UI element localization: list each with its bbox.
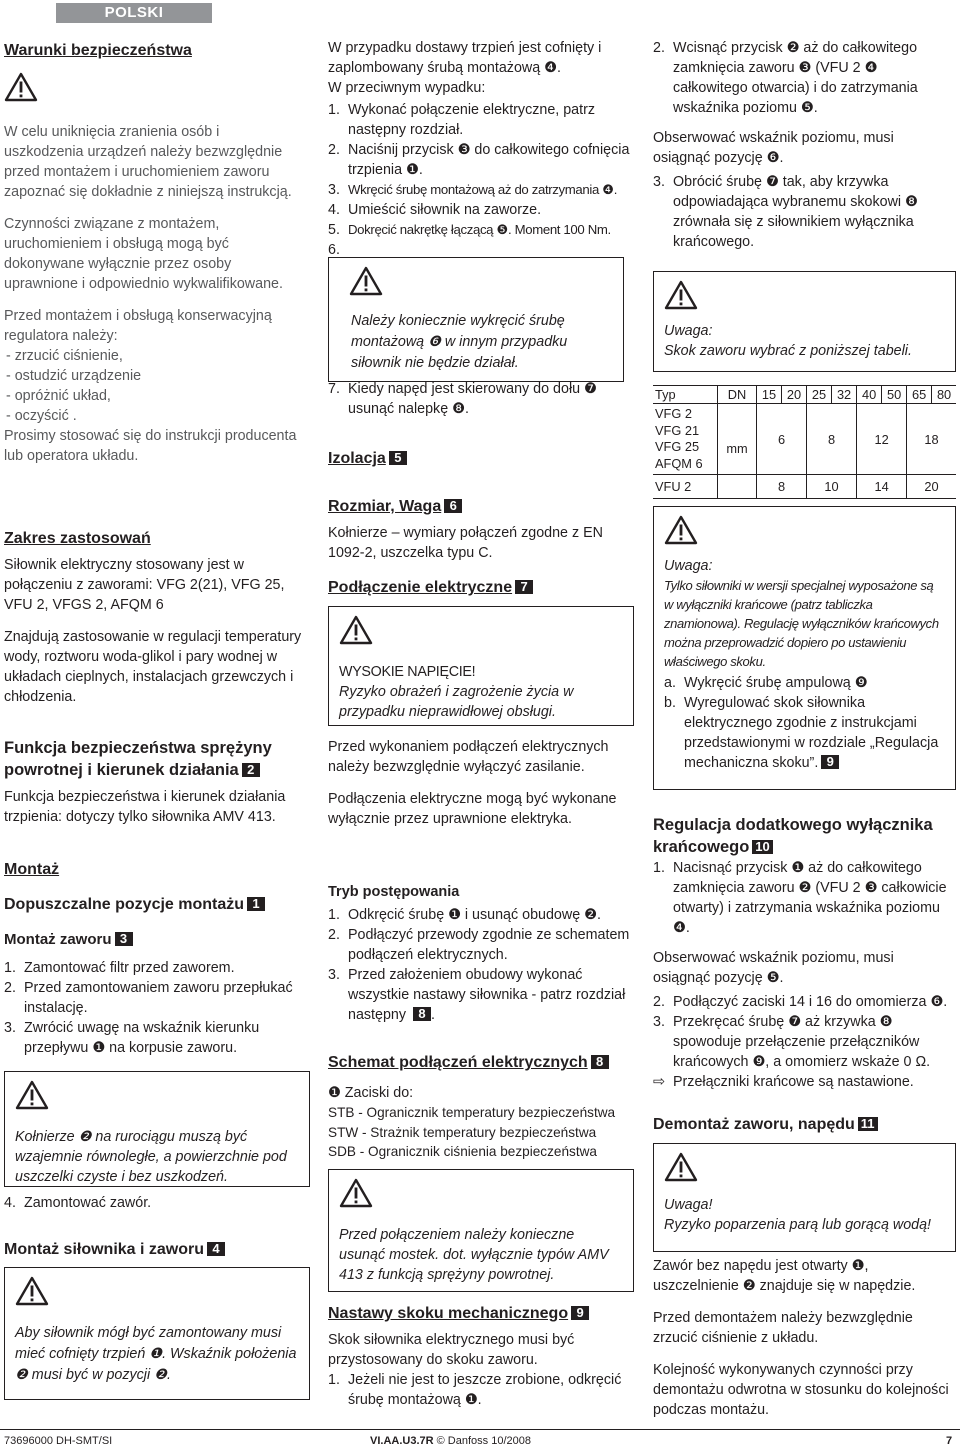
- list-item: 5. Dokręcić nakrętkę łączącą ❺. Moment 100 Nm.: [328, 222, 611, 238]
- list-item: - ostudzić urządzenie: [6, 368, 142, 384]
- stroke-title: Nastawy skoku mechanicznego 9: [328, 1303, 633, 1324]
- actuator-title: Montaż siłownika i zaworu 4: [4, 1239, 304, 1260]
- warning-text-6b: Ryzyko poparzenia parą lub gorącą wodą!: [664, 1217, 932, 1233]
- warning-text-5: Przed połączeniem należy konieczne usunąć mostek. dot. wyłącznie typów AMV 413 z funkcją sprężyny powrotnej.: [339, 1227, 609, 1283]
- table-cell: 6: [757, 404, 807, 475]
- stroke-table: [653, 385, 956, 499]
- warning-box-3: [328, 257, 624, 382]
- list-item: 2. Podłączyć przewody zgodnie ze schematem podłączeń elektrycznych.: [328, 927, 630, 963]
- list-item: 1. Jeżeli nie jest to jeszcze zrobione, odkręcić śrubę montażową ❶.: [328, 1372, 622, 1408]
- steps-list-2: [328, 379, 633, 419]
- dismantling-paragraph-3: Kolejność wykonywanych czynności przy demontażu odwrotna w stosunku do kolejności podczas montażu.: [653, 1362, 949, 1418]
- figure-number: 11: [858, 1117, 878, 1131]
- figure-number: 8: [591, 1055, 609, 1069]
- observe-paragraph-2: Obserwować wskaźnik poziomu, musi osiągnąć pozycję ❺.: [653, 950, 894, 986]
- figure-number: 7: [515, 580, 533, 594]
- table-cell: 50: [882, 386, 907, 404]
- list-item: 2. Naciśnij przycisk ❸ do całkowitego cofnięcia trzpienia ❶.: [328, 142, 630, 178]
- scope-title: Zakres zastosowań: [4, 530, 151, 547]
- note-box-1: [653, 271, 956, 372]
- list-item: 3. Zwrócić uwagę na wskaźnik kierunku przepływu ❶ na korpusie zaworu.: [4, 1020, 260, 1056]
- list-item: 3. Przed założeniem obudowy wykonać wszystkie nastawy siłownika - patrz rozdział następny 8 .: [328, 967, 626, 1023]
- table-cell: 40: [857, 386, 882, 404]
- list-item: 1. Wykonać połączenie elektryczne, patrz następny rozdział.: [328, 102, 596, 138]
- safety-paragraph-2: Czynności związane z montażem, uruchomieniem i obsługą mogą być dokonywane wyłącznie przez osoby uprawnione i odpowiednio wykwalifikowane.: [4, 216, 283, 292]
- stroke-steps-list-2: [653, 172, 953, 252]
- table-row: [653, 404, 956, 475]
- list-item: 4. Zamontować zawór.: [4, 1195, 152, 1211]
- valve-list-end: [4, 1193, 304, 1213]
- electrical-title: Podłączenie elektryczne 7: [328, 577, 533, 598]
- stroke-list: [328, 1370, 633, 1410]
- steps-list: 1. Wykonać połączenie elektryczne, patrz następny rozdział. 2. Naciśnij przycisk ❸ do całkowitego cofnięcia trzpienia ❶. 3. Wkręcić śrubę montażową aż do zatrzymania ❹. 4. Umieścić siłownik na zaworze. 5. Dokręcić nakrętkę łączącą ❺. Moment 100 Nm. 6.: [328, 100, 633, 240]
- warning-icon: [15, 1080, 299, 1115]
- list-item: b. Wyregulować skok siłownika elektrycznego zgodnie z instrukcjami przedstawionymi w rozdziale „Regulacja mechaniczna skoku”. 9: [664, 695, 939, 771]
- table-cell: 15: [757, 386, 782, 404]
- language-label: POLSKI: [56, 3, 212, 23]
- table-cell: 8: [807, 404, 857, 475]
- warning-box-1: [4, 1071, 310, 1187]
- warning-icon: [339, 615, 623, 650]
- wiring-terminals: ❶ Zaciski do:: [328, 1085, 414, 1101]
- table-cell: Typ: [653, 386, 718, 404]
- list-item: 2. Podłączyć zaciski 14 i 16 do omomierza ❻.: [653, 994, 948, 1010]
- limit-steps-list: [664, 673, 945, 773]
- warning-box-5: [328, 1169, 634, 1292]
- list-item: 3. Wkręcić śrubę montażową aż do zatrzymania ❹.: [328, 182, 618, 198]
- limit-list: [653, 858, 953, 938]
- table-cell: 65: [907, 386, 932, 404]
- warning-icon: [15, 1276, 299, 1311]
- table-row: [653, 475, 956, 499]
- stroke-paragraph: Skok siłownika elektrycznego musi być przystosowany do skoku zaworu.: [328, 1332, 575, 1368]
- valve-title: Montaż zaworu 3: [4, 929, 304, 950]
- scope-paragraph-2: Znajdują zastosowanie w regulacji temperatury wody, roztworu woda-glikol i pary wodnej w układach cieplnych, instalacjach grzewczych i chłodzenia.: [4, 629, 302, 705]
- warning-icon: [349, 266, 613, 301]
- dismantling-paragraph-1: Zawór bez napędu jest otwarty ❶, uszczelnienie ❷ znajduje się w napędzie.: [653, 1258, 916, 1294]
- wiring-line: SDB - Ogranicznik ciśnienia bezpieczeństwa: [328, 1144, 597, 1159]
- wiring-line: STW - Strażnik temperatury bezpieczeństwa: [328, 1124, 597, 1140]
- note-text-2b: Tylko siłowniki w wersji specjalnej wyposażone są w wyłączniki krańcowe (patrz tabliczka znamionowa). Regulację wyłączników krańcowych można przeprowadzić dopiero po ustawieniu właściwego skoku.: [664, 578, 939, 669]
- scope-paragraph-1: Siłownik elektryczny stosowany jest w połączeniu z zaworami: VFG 2(21), VFG 25, VFU 2, VFGS 2, AFQM 6: [4, 557, 285, 613]
- figure-number: 5: [389, 451, 407, 465]
- footer-code: 73696000 DH-SMT/SI: [4, 1435, 113, 1447]
- figure-number: 1: [247, 897, 265, 911]
- list-item: - oczyścić .: [6, 408, 77, 424]
- figure-number: 2: [242, 763, 260, 777]
- intro-paragraph-2: W przeciwnym wypadku:: [328, 80, 486, 96]
- table-cell: 10: [807, 475, 857, 499]
- list-item: 1. Odkręcić śrubę ❶ i usunąć obudowę ❷.: [328, 907, 601, 923]
- warning-text-3: Należy koniecznie wykręcić śrubę montażową ❻ w innym przypadku siłownik nie będzie działał.: [351, 313, 568, 371]
- table-cell: 12: [857, 404, 907, 475]
- table-cell: VFU 2: [653, 475, 718, 499]
- safety-title: Warunki bezpieczeństwa: [4, 42, 192, 59]
- list-item: 3. Przekręcać śrubę ❼ aż krzywka ❽ spowoduje przełączenie przełączników krańcowych ❾, a omomierz wskaże 0 Ω.: [653, 1014, 931, 1070]
- limit-switch-title: Regulacja dodatkowego wyłącznika krańcowego 10: [653, 816, 933, 856]
- warning-text-1: Kołnierze ❷ na rurociągu muszą być wzajemnie równoległe, a powierzchnie pod uszczelki czyste i bez uszkodzeń.: [15, 1129, 287, 1185]
- warning-box-4: [328, 606, 634, 726]
- list-item: 1. Nacisnąć przycisk ❶ aż do całkowitego zamknięcia zaworu ❷ (VFU 2 ❸ całkowicie otwarty) i zatrzymania wskaźnika poziomu ❹.: [653, 860, 947, 936]
- warning-text-6a: Uwaga!: [664, 1197, 713, 1213]
- dismantling-title: Demontaż zaworu, napędu 11: [653, 1114, 953, 1135]
- warning-text-4a: WYSOKIE NAPIĘCIE!: [339, 664, 476, 680]
- warning-text-4b: Ryzyko obrażeń i zagrożenie życia w przypadku nieprawidłowej obsługi.: [339, 684, 574, 720]
- warning-icon: [339, 1178, 623, 1213]
- table-cell: 20: [782, 386, 807, 404]
- figure-number: 9: [821, 755, 839, 769]
- limit-list-2: [653, 992, 953, 1092]
- table-cell: VFG 2 VFG 21 VFG 25 AFQM 6: [653, 404, 718, 475]
- table-cell: 32: [832, 386, 857, 404]
- wiring-title: Schemat podłączeń elektrycznych 8: [328, 1052, 633, 1073]
- warning-icon: [664, 280, 945, 315]
- figure-number: 10: [752, 840, 772, 854]
- note-text-1a: Uwaga:: [664, 323, 713, 339]
- safety-list: [4, 346, 300, 426]
- warning-icon: [664, 1152, 945, 1187]
- stroke-steps-list: [653, 38, 953, 118]
- list-item: - opróżnić układ,: [6, 388, 111, 404]
- valve-list: [4, 958, 304, 1058]
- list-item: 2. Wcisnąć przycisk ❷ aż do całkowitego zamknięcia zaworu ❸ (VFU 2 ❹ całkowitego otwarcia) i do zatrzymania wskaźnika poziomu ❺.: [653, 40, 918, 116]
- table-cell: [718, 475, 757, 499]
- table-cell: 8: [757, 475, 807, 499]
- size-paragraph: Kołnierze – wymiary połączeń zgodne z EN 1092-2, uszczelka typu C.: [328, 525, 603, 561]
- page-number: 7: [946, 1435, 953, 1447]
- footer-center: VI.AA.U3.7R © Danfoss 10/2008: [370, 1435, 531, 1447]
- safety-paragraph-3: Przed montażem i obsługą konserwacyjną regulatora należy:: [4, 308, 272, 344]
- footer-divider: [0, 1429, 960, 1430]
- table-cell: 80: [932, 386, 956, 404]
- table-cell: DN: [718, 386, 757, 404]
- wiring-line: STB - Ogranicznik temperatury bezpieczeństwa: [328, 1105, 616, 1120]
- warning-box-2: [4, 1267, 310, 1400]
- table-row: [653, 386, 956, 404]
- procedure-title: Tryb postępowania: [328, 884, 460, 900]
- list-item: 1. Zamontować filtr przed zaworem.: [4, 960, 235, 976]
- procedure-list: [328, 905, 633, 1025]
- list-item: a. Wykręcić śrubę ampulową ❾: [664, 675, 868, 691]
- table-cell: mm: [718, 404, 757, 475]
- spring-paragraph: Funkcja bezpieczeństwa i kierunek działania trzpienia: dotyczy tylko siłownika AMV 413.: [4, 789, 286, 825]
- figure-number: 9: [571, 1306, 589, 1320]
- electrical-paragraph-2: Podłączenia elektryczne mogą być wykonane wyłącznie przez uprawnione elektryka.: [328, 791, 617, 827]
- warning-icon: [664, 515, 945, 550]
- positions-title: Dopuszczalne pozycje montażu 1: [4, 894, 304, 915]
- electrical-paragraph-1: Przed wykonaniem podłączeń elektrycznych należy bezwzględnie wyłączyć zasilanie.: [328, 739, 609, 775]
- figure-number: 6: [444, 499, 462, 513]
- list-item: ⇨ Przełączniki krańcowe są nastawione.: [653, 1074, 914, 1090]
- note-text-1b: Skok zaworu wybrać z poniższej tabeli.: [664, 343, 912, 359]
- figure-number: 4: [207, 1242, 225, 1256]
- list-item: 3. Obrócić śrubę ❼ tak, aby krzywka odpowiadająca wybranemu skokowi ❽ zrównała się z siłownikiem wyłącznika krańcowego.: [653, 174, 918, 250]
- list-item: - zrzucić ciśnienie,: [6, 348, 123, 364]
- arrow-right-icon: ⇨: [653, 1074, 665, 1090]
- dismantling-paragraph-2: Przed demontażem należy bezwzględnie zrzucić ciśnienie z układu.: [653, 1310, 913, 1346]
- table-cell: 25: [807, 386, 832, 404]
- figure-number: 3: [115, 932, 133, 946]
- list-item: 2. Przed zamontowaniem zaworu przepłukać instalację.: [4, 980, 293, 1016]
- safety-paragraph-1: W celu uniknięcia zranienia osób i uszkodzenia urządzeń należy bezwzględnie przed montażem i uruchomieniem zaworu zapoznać się dokładnie z niniejszą instrukcją.: [4, 124, 292, 200]
- list-item: 7. Kiedy napęd jest skierowany do dołu ❼ usunąć nalepkę ❽.: [328, 381, 597, 417]
- spring-title: Funkcja bezpieczeństwa sprężyny powrotnej i kierunek działania 2: [4, 739, 272, 779]
- safety-paragraph-4: Prosimy stosować się do instrukcji producenta lub operatora układu.: [4, 428, 297, 464]
- table-cell: 14: [857, 475, 907, 499]
- figure-number: 8: [413, 1007, 431, 1021]
- warning-text-2: Aby siłownik mógł być zamontowany musi mieć cofnięty trzpień ❶. Wskaźnik położenia ❷ musi być w pozycji ❷.: [15, 1325, 297, 1383]
- observe-paragraph-1: Obserwować wskaźnik poziomu, musi osiągnąć pozycję ❻.: [653, 130, 894, 166]
- warning-icon: [4, 72, 38, 107]
- insulation-title: Izolacja 5: [328, 448, 407, 469]
- table-cell: 18: [907, 404, 956, 475]
- list-item: 4. Umieścić siłownik na zaworze.: [328, 202, 542, 218]
- size-title: Rozmiar, Waga 6: [328, 496, 633, 517]
- note-box-2: [653, 506, 956, 790]
- intro-paragraph: W przypadku dostawy trzpień jest cofnięty i zaplombowany śrubą montażową ❹.: [328, 40, 602, 76]
- table-cell: 20: [907, 475, 956, 499]
- mont-title: Montaż: [4, 861, 60, 878]
- warning-box-6: [653, 1143, 956, 1252]
- note-text-2a: Uwaga:: [664, 558, 713, 574]
